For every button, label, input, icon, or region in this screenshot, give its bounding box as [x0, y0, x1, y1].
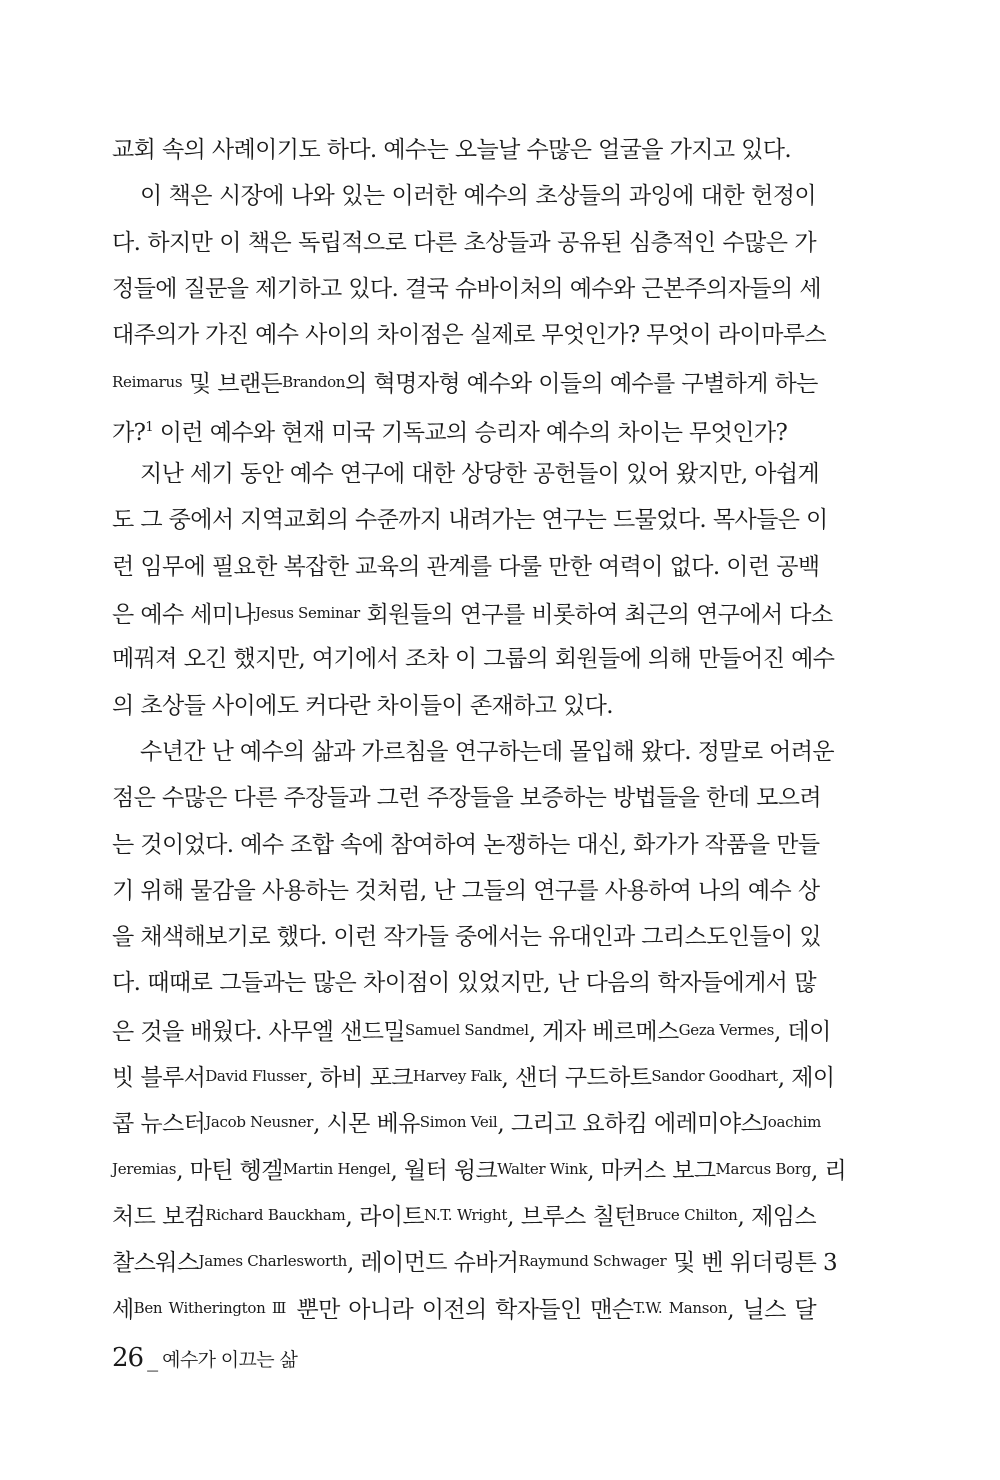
foreign-name-gloss: Bruce Chilton — [635, 1205, 738, 1224]
text-segment: 및 브랜든 — [182, 370, 283, 397]
foreign-name-gloss: Harvey Falk — [412, 1067, 502, 1085]
text-segment: 는 것이었다. 예수 조합 속에 참여하여 논쟁하는 대신, 화가가 작품을 만들 — [112, 831, 820, 858]
text-segment: , 리 — [811, 1157, 847, 1184]
text-segment: , 그리고 요하킴 에레미야스 — [497, 1111, 763, 1138]
text-line — [112, 360, 816, 404]
text-segment: 다. 하지만 이 책은 독립적으로 다른 초상들과 공유된 심층적인 수많은 가 — [112, 229, 816, 256]
text-segment: , 제이 — [777, 1065, 835, 1091]
text-segment: 을 채색해보기로 했다. 이런 작가들 중에서는 유대인과 그리스도인들이 있 — [112, 924, 821, 951]
foreign-name-gloss: Reimarus — [112, 372, 183, 391]
foreign-name-gloss: Brandon — [282, 372, 346, 391]
text-segment: 교회 속의 사례이기도 하다. 예수는 오늘날 수많은 얼굴을 가지고 있다. — [112, 137, 792, 163]
text-segment: 점은 수많은 다른 주장들과 그런 주장들을 보증하는 방법들을 한데 모으려 — [112, 785, 821, 812]
text-line — [112, 221, 816, 265]
foreign-name-gloss: T.W. Manson — [633, 1298, 728, 1317]
page-footer — [112, 1338, 297, 1378]
text-line — [112, 915, 821, 959]
foreign-name-gloss: Samuel Sandmel — [404, 1020, 529, 1039]
text-segment: 대주의가 가진 예수 사이의 차이점은 실제로 무엇인가? 무엇이 라이마루스 — [112, 322, 826, 349]
text-segment: 뿐만 아니라 이전의 학자들인 맨슨 — [287, 1296, 634, 1323]
text-line — [112, 684, 816, 728]
text-line — [112, 313, 826, 357]
text-segment: 이 책은 시장에 나와 있는 이러한 예수의 초상들의 과잉에 대한 헌정이 — [140, 183, 816, 210]
text-segment: , 월터 윙크 — [390, 1157, 498, 1184]
text-segment: 및 벤 위더링튼 3 — [666, 1250, 837, 1277]
text-line — [112, 591, 833, 635]
text-segment: 처드 보컴 — [112, 1203, 206, 1230]
text-segment: 찰스워스 — [112, 1250, 199, 1277]
text-line — [140, 174, 816, 218]
foreign-name-gloss: Marcus Borg — [715, 1159, 812, 1178]
text-line — [112, 545, 820, 589]
running-title: 예수가 이끄는 삶 — [162, 1349, 298, 1371]
text-line — [112, 128, 816, 172]
text-segment: , 시몬 베유 — [313, 1111, 420, 1138]
text-segment: 의 혁명자형 예수와 이들의 예수를 구별하게 하는 — [345, 370, 818, 397]
text-segment: , 샌더 구드하트 — [501, 1065, 652, 1091]
text-segment: , 제임스 — [737, 1203, 817, 1230]
text-segment: 은 예수 세미나 — [112, 602, 256, 628]
foreign-name-gloss: Richard Bauckham — [205, 1205, 346, 1224]
text-line — [112, 267, 821, 311]
text-line — [140, 730, 835, 774]
foreign-name-gloss: David Flusser — [205, 1067, 307, 1085]
text-segment: 세 — [112, 1296, 134, 1323]
page-number: 26 — [112, 1343, 144, 1373]
text-line — [112, 1193, 816, 1237]
text-segment: 가? — [112, 419, 146, 446]
foreign-name-gloss: Jacob Neusner — [205, 1113, 314, 1132]
text-segment: 콥 뉴스터 — [112, 1111, 206, 1138]
text-line — [112, 1239, 837, 1283]
text-segment: 런 임무에 필요한 복잡한 교육의 관계를 다룰 만한 여력이 없다. 이런 공백 — [112, 553, 820, 580]
text-line — [112, 1286, 816, 1330]
text-segment: 정들에 질문을 제기하고 있다. 결국 슈바이처의 예수와 근본주의자들의 세 — [112, 275, 821, 302]
text-line — [112, 869, 820, 913]
foreign-name-gloss: Simon Veil — [419, 1113, 498, 1132]
foreign-name-gloss: N.T. Wright — [423, 1205, 508, 1224]
text-segment: , 레이먼드 슈바거 — [346, 1250, 519, 1277]
footer-separator: _ — [147, 1347, 159, 1372]
foreign-name-gloss: Walter Wink — [497, 1159, 588, 1178]
text-line — [140, 452, 820, 496]
text-segment: 메꿔져 오긴 했지만, 여기에서 조차 이 그룹의 회원들에 의해 만들어진 예수 — [112, 646, 835, 673]
text-segment: , 마틴 헹겔 — [176, 1157, 283, 1184]
text-line — [112, 1054, 835, 1098]
text-line — [112, 823, 820, 867]
text-line — [112, 637, 835, 681]
text-line — [112, 498, 828, 542]
text-segment: , 라이트 — [345, 1203, 424, 1230]
foreign-name-gloss: Ben Witherington Ⅲ — [133, 1298, 288, 1317]
text-segment: 이런 예수와 현재 미국 기독교의 승리자 예수의 차이는 무엇인가? — [153, 419, 788, 446]
text-segment: , 닐스 달 — [727, 1296, 816, 1323]
text-segment: 의 초상들 사이에도 커다란 차이들이 존재하고 있다. — [112, 692, 613, 719]
foreign-name-gloss: Sandor Goodhart — [651, 1067, 778, 1085]
text-segment: 도 그 중에서 지역교회의 수준까지 내려가는 연구는 드물었다. 목사들은 이 — [112, 507, 828, 534]
text-segment: 회원들의 연구를 비롯하여 최근의 연구에서 다소 — [359, 602, 833, 628]
text-segment: 빗 블루서 — [112, 1065, 206, 1091]
text-line — [112, 961, 816, 1005]
text-segment: , 브루스 칠턴 — [507, 1203, 636, 1230]
text-segment: , 마커스 보그 — [587, 1157, 716, 1184]
text-line — [112, 406, 816, 450]
text-line — [112, 1147, 847, 1191]
text-segment: , 데이 — [774, 1018, 831, 1045]
text-line — [112, 1100, 822, 1144]
foreign-name-gloss: Jeremias — [112, 1159, 177, 1178]
foreign-name-gloss: Geza Vermes — [678, 1020, 775, 1039]
text-line — [112, 1008, 831, 1052]
text-segment: 수년간 난 예수의 삶과 가르침을 연구하는데 몰입해 왔다. 정말로 어려운 — [140, 738, 835, 765]
foreign-name-gloss: James Charlesworth — [198, 1252, 347, 1271]
text-segment: 기 위해 물감을 사용하는 것처럼, 난 그들의 연구를 사용하여 나의 예수 상 — [112, 877, 820, 904]
text-segment: , 게자 베르메스 — [528, 1018, 679, 1045]
text-segment: 다. 때때로 그들과는 많은 차이점이 있었지만, 난 다음의 학자들에게서 많 — [112, 970, 816, 997]
foreign-name-gloss: Joachim — [762, 1113, 822, 1132]
foreign-name-gloss: Raymund Schwager — [518, 1252, 667, 1271]
footnote-marker: 1 — [145, 419, 154, 435]
foreign-name-gloss: Martin Hengel — [282, 1159, 391, 1178]
foreign-name-gloss: Jesus Seminar — [255, 604, 360, 622]
text-segment: 은 것을 배웠다. 사무엘 샌드밀 — [112, 1018, 405, 1045]
text-line — [112, 776, 821, 820]
text-segment: , 하비 포크 — [306, 1065, 413, 1091]
text-segment: 지난 세기 동안 예수 연구에 대한 상당한 공헌들이 있어 왔지만, 아쉽게 — [140, 461, 820, 488]
